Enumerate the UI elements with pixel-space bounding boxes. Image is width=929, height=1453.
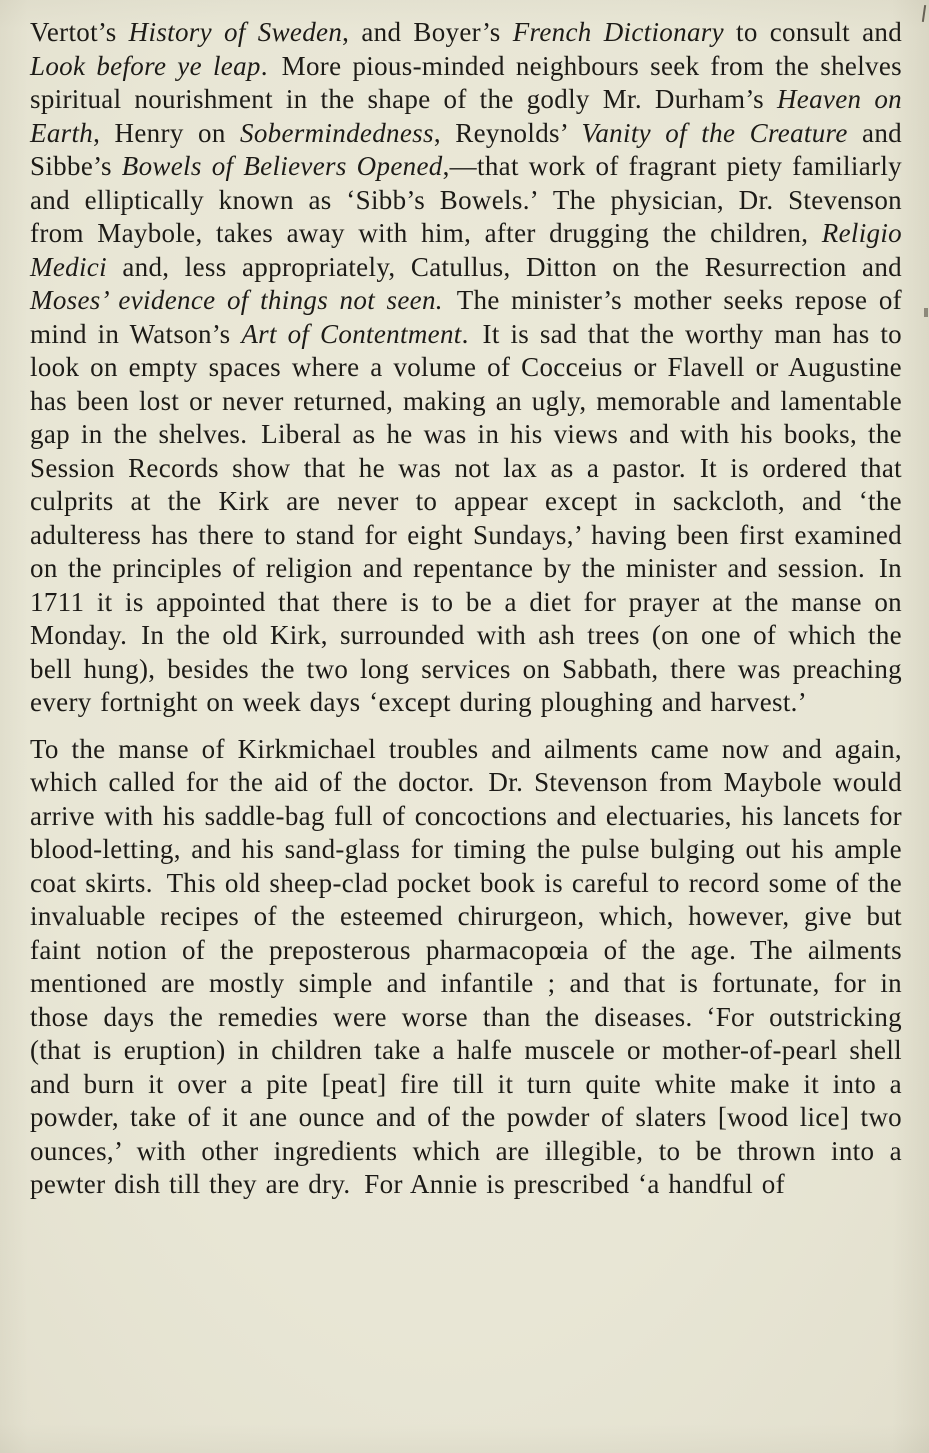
book-title-italic: Art of Contentment <box>241 318 462 349</box>
book-title-italic: Bowels of Believers Opened <box>121 151 443 181</box>
text-run: , and Boyer’s <box>342 17 513 47</box>
book-title-italic: Moses’ evidence of things not seen. <box>30 285 443 315</box>
text-run: and Sibbe’s <box>30 117 903 181</box>
book-title-italic: Heaven on Earth <box>30 84 902 148</box>
text-run: The minister’s mother seeks repose of mind in Watson’s <box>30 285 902 349</box>
text-run: and, less appropriately, Catullus, Ditton on the Resurrection and <box>106 251 902 282</box>
book-title-italic: French Dictionary <box>512 17 724 47</box>
paragraph-1 <box>30 16 902 720</box>
scan-artifact <box>924 308 928 317</box>
text-run: . It is sad that the worthy man has to look on empty spaces where a volume of Cocceius or Flavell or Augustine has been lost or never returned, making an ugly, memorable and lamentable gap in the shelves. Liberal as he was in his views and with his books, the Session Records show that he was not lax as a pastor. It is ordered that culprits at the Kirk are never to appear except in sackcloth, and ‘the adulteress has there to stand for eight Sundays,’ having been first examined on the principles of religion and repentance by the minister and session. In 1711 it is appointed that there is to be a diet for prayer at the manse on Monday. In the old Kirk, surrounded with ash trees (on one of which the bell hung), besides the two long services on Sabbath, there was preaching every fortnight on week days ‘except during ploughing and harvest.’ <box>30 318 902 717</box>
text-run: , Reynolds’ <box>433 117 582 148</box>
text-run: Vertot’s <box>30 17 129 47</box>
scan-artifact <box>922 5 926 22</box>
text-run: , Henry on <box>93 117 240 148</box>
paragraph-2 <box>30 733 902 1202</box>
book-title-italic: Sobermindedness <box>240 117 434 148</box>
page-text <box>30 16 902 1202</box>
text-run: To the manse of Kirkmichael troubles and ailments came now and again, which called for the aid of the doctor. Dr. Stevenson from Maybole would arrive with his saddle-bag full of concoctions and electuaries, his lancets for blood-letting, and his sand-glass for timing the pulse bulging out his ample coat skirts. This old sheep-clad pocket book is careful to record some of the invaluable recipes of the esteemed chirurgeon, which, however, give but faint notion of the preposterous pharmacopœia of the age. The ailments mentioned are mostly simple and infantile ; and that is fortunate, for in those days the remedies were worse than the diseases. ‘For outstricking (that is eruption) in children take a halfe muscele or mother-of-pearl shell and burn it over a pite [peat] fire till it turn quite white make it into a powder, take of it ane ounce and of the powder of slaters [wood lice] two ounces,’ with other ingredients which are illegible, to be thrown into a pewter dish till they are dry. For Annie is prescribed ‘a handful of <box>30 733 902 1199</box>
book-title-italic: History of Sweden <box>128 17 343 47</box>
text-run: to consult and <box>723 17 903 47</box>
text-run: . More pious-minded neighbours seek from the shelves spiritual nourishment in the shape of the godly Mr. Durham’s <box>30 50 902 114</box>
text-run: ,—that work of fragrant piety familiarly and elliptically known as ‘Sibb’s Bowels.’ The physician, Dr. Stevenson from Maybole, takes away with him, after drugging the children, <box>30 151 902 248</box>
book-title-italic: Look before ye leap <box>30 50 261 81</box>
book-title-italic: Vanity of the Creature <box>581 117 848 148</box>
book-title-italic: Religio Medici <box>30 218 902 282</box>
